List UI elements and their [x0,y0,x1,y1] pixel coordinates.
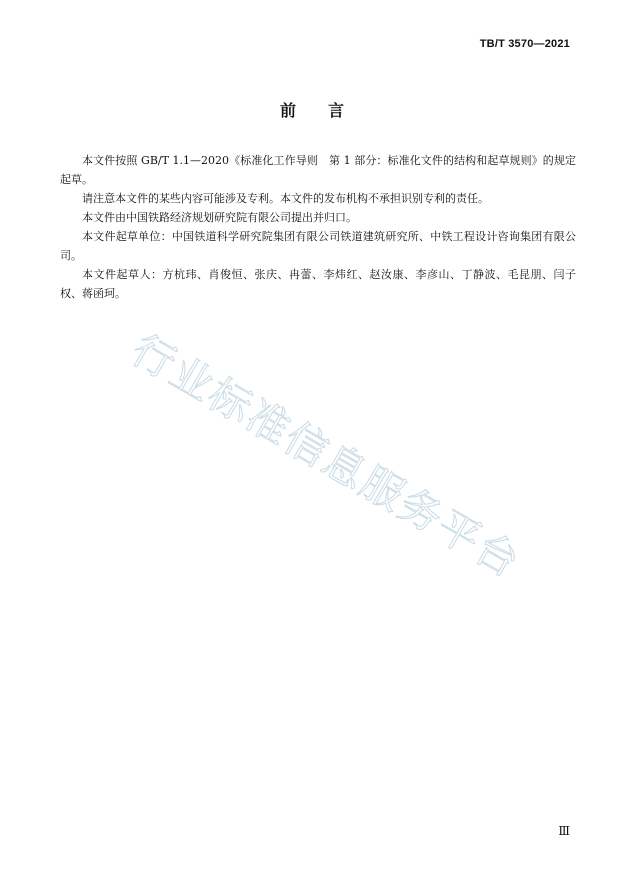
watermark: 行业标准信息服务平台 [123,324,530,588]
paragraph-patent-notice: 请注意本文件的某些内容可能涉及专利。本文件的发布机构不承担识别专利的责任。 [82,192,489,205]
foreword-body [60,151,576,303]
paragraph-proposer: 本文件由中国铁路经济规划研究院有限公司提出并归口。 [82,211,357,224]
section-heading: 前言 [279,101,376,120]
page-number: Ⅲ [558,824,570,838]
paragraph-drafting-basis: 本文件按照 GB/T 1.1—2020《标准化工作导则 第 1 部分：标准化文件的结构和起草规则》的规定起草。 [60,154,576,186]
document-code: TB/T 3570—2021 [479,38,570,50]
paragraph-drafters: 本文件起草人：方杭玮、肖俊恒、张庆、冉蕾、李炜红、赵汝康、李彦山、丁静波、毛昆朋、闫子权、蒋函珂。 [60,268,576,300]
paragraph-drafting-units: 本文件起草单位：中国铁道科学研究院集团有限公司铁道建筑研究所、中铁工程设计咨询集团有限公司。 [60,230,576,262]
